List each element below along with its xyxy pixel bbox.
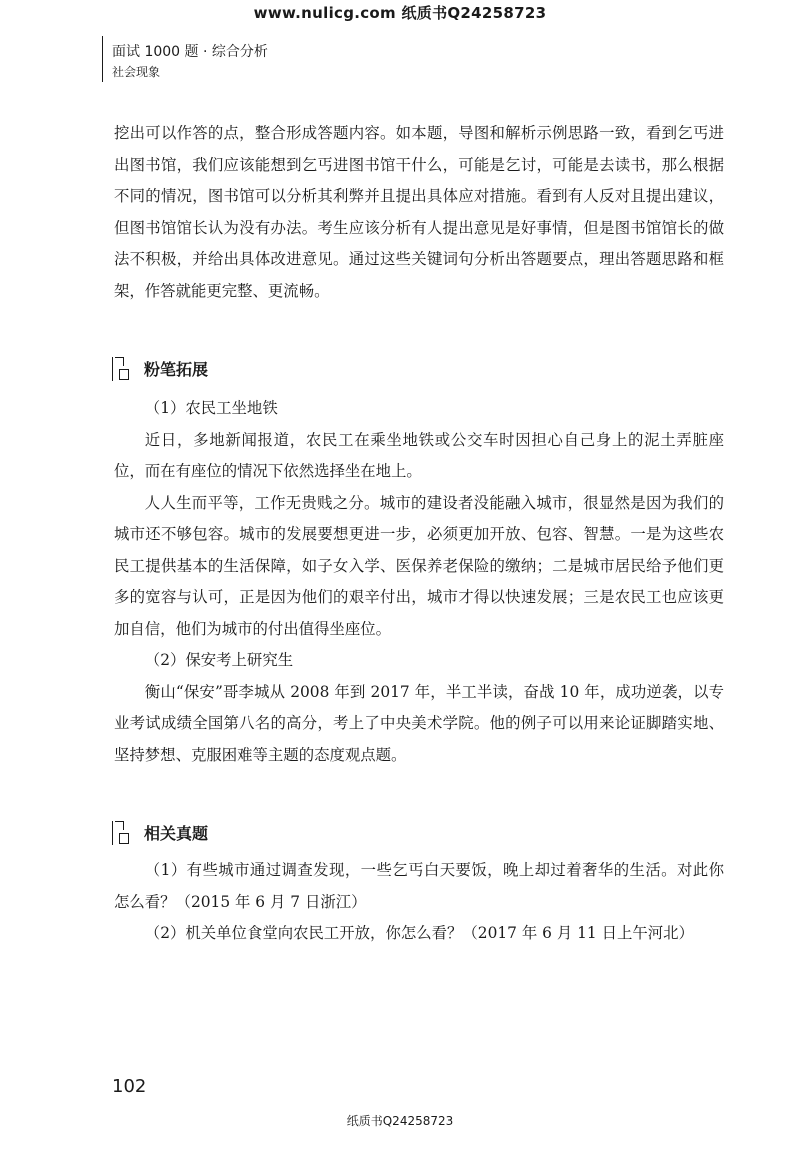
top-watermark: www.nulicg.com 纸质书Q24258723 [253,4,547,22]
item1-paragraph-2: 人人生而平等，工作无贵贱之分。城市的建设者没能融入城市，很显然是因为我们的城市还不够包容。城市的发展要想更进一步，必须更加开放、包容、智慧。一是为这些农民工提供基本的生活保障，如子女入学、医保养老保险的缴纳；二是城市居民给予他们更多的宽容与认可，正是因为他们的艰辛付出，城市才得以快速发展；三是农民工也应该更加自信，他们为城市的付出值得坐座位。 [114,493,724,638]
item2-paragraph-1: 衡山“保安”哥李城从 2008 年到 2017 年，半工半读，奋战 10 年，成功逆袭，以专业考试成绩全国第八名的高分，考上了中央美术学院。他的例子可以用来论证脚踏实地、坚持梦想、克服困难等主题的态度观点题。 [114,682,724,764]
note-icon [112,357,129,381]
section-expand-body [114,393,724,771]
header-title: 面试 1000 题 · 综合分析 [112,44,268,60]
header-rule [102,36,103,82]
section-expand-title: 粉笔拓展 [144,360,209,379]
intro-paragraph: 挖出可以作答的点，整合形成答题内容。如本题，导图和解析示例思路一致，看到乞丐进出图书馆，我们应该能想到乞丐进图书馆干什么，可能是乞讨，可能是去读书，那么根据不同的情况，图书馆可以分析其利弊并且提出具体应对措施。看到有人反对且提出建议，但图书馆馆长认为没有办法。考生应该分析有人提出意见是好事情，但是图书馆馆长的做法不积极，并给出具体改进意见。通过这些关键词句分析出答题要点，理出答题思路和框架，作答就能更完整、更流畅。 [114,124,724,300]
intro-paragraph-block [114,118,724,307]
item1-paragraph-1: 近日，多地新闻报道，农民工在乘坐地铁或公交车时因担心自己身上的泥土弄脏座位，而在有座位的情况下依然选择坐在地上。 [114,430,724,480]
note-icon [112,821,129,845]
item2-title: （2）保安考上研究生 [144,651,294,669]
header-subtitle: 社会现象 [112,65,161,79]
item1-title: （1）农民工坐地铁 [144,399,278,417]
related-question-2: （2）机关单位食堂向农民工开放，你怎么看？（2017 年 6 月 11 日上午河北） [144,924,694,942]
page-number: 102 [112,1076,147,1097]
section-related-title: 相关真题 [144,824,209,843]
section-related-body [114,855,724,950]
bottom-watermark: 纸质书Q24258723 [346,1114,454,1128]
related-question-1: （1）有些城市通过调查发现，一些乞丐白天要饭，晚上却过着奢华的生活。对此你怎么看？（2015 年 6 月 7 日浙江） [114,861,724,911]
